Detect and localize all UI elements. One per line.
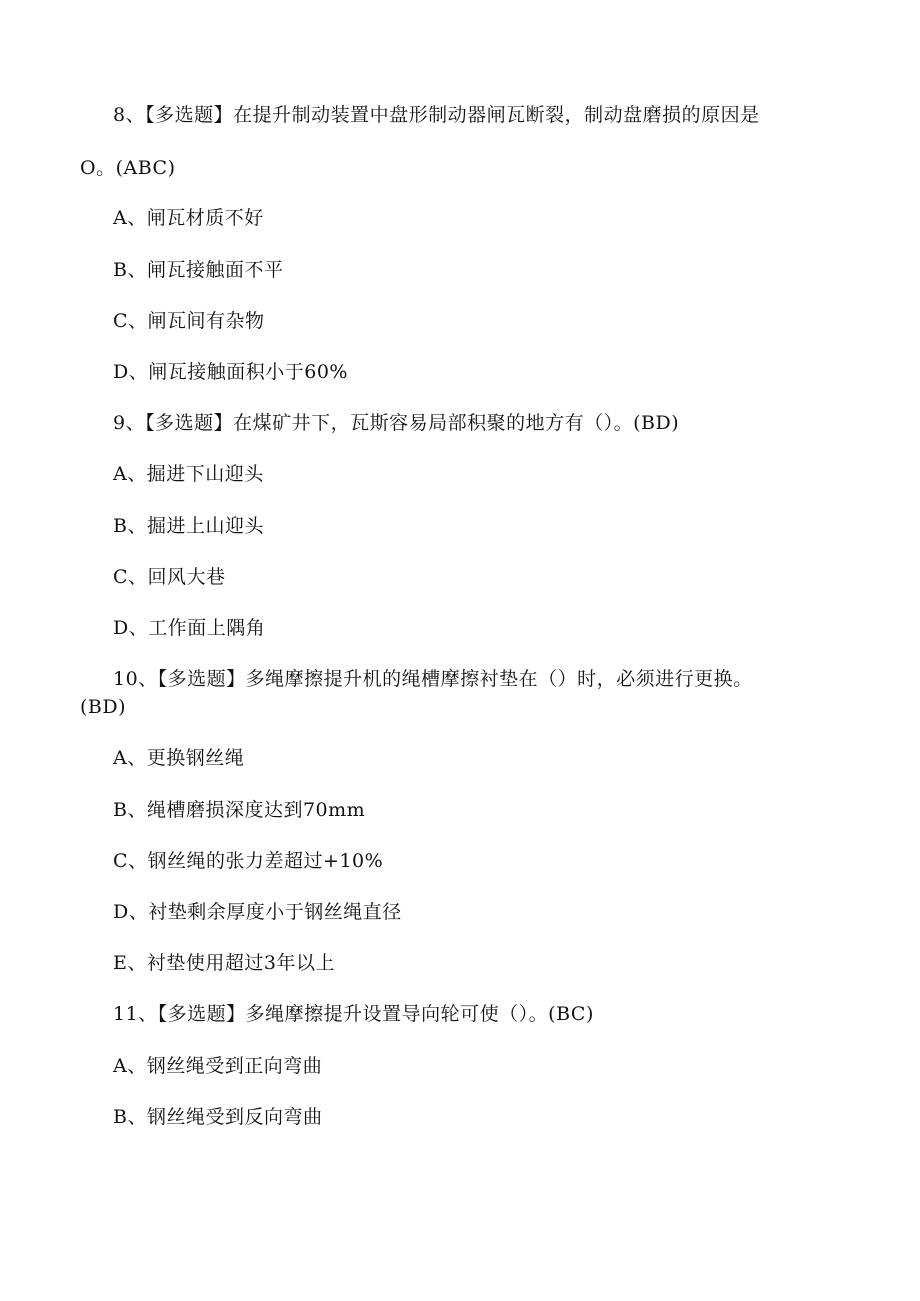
- question-9-option-b: B、掘进上山迎头: [113, 515, 264, 537]
- question-10-stem: 10、【多选题】多绳摩擦提升机的绳槽摩擦衬垫在（）时，必须进行更换。: [113, 668, 753, 690]
- question-10-option-e: E、衬垫使用超过3年以上: [113, 952, 335, 974]
- question-8-option-a: A、闸瓦材质不好: [113, 207, 264, 229]
- question-11-stem: 11、【多选题】多绳摩擦提升设置导向轮可使（）。(BC): [113, 1003, 594, 1025]
- question-10-option-b: B、绳槽磨损深度达到70mm: [113, 799, 366, 821]
- question-9-option-d: D、工作面上隅角: [113, 617, 266, 639]
- question-8-option-b: B、闸瓦接触面不平: [113, 259, 284, 281]
- question-11-option-a: A、钢丝绳受到正向弯曲: [113, 1055, 323, 1077]
- question-8-stem-continued: O。(ABC): [80, 157, 176, 179]
- question-8-stem: 8、【多选题】在提升制动装置中盘形制动器闸瓦断裂，制动盘磨损的原因是: [113, 104, 760, 126]
- question-9-option-c: C、回风大巷: [113, 566, 226, 588]
- question-10-option-c: C、钢丝绳的张力差超过+10%: [113, 850, 384, 872]
- question-10-stem-continued: (BD): [80, 696, 127, 718]
- question-8-option-d: D、闸瓦接触面积小于60%: [113, 361, 348, 383]
- question-11-option-b: B、钢丝绳受到反向弯曲: [113, 1106, 323, 1128]
- question-10-option-d: D、衬垫剩余厚度小于钢丝绳直径: [113, 901, 402, 923]
- question-8-option-c: C、闸瓦间有杂物: [113, 310, 265, 332]
- question-9-stem: 9、【多选题】在煤矿井下，瓦斯容易局部积聚的地方有（）。(BD): [113, 412, 680, 434]
- question-10-option-a: A、更换钢丝绳: [113, 747, 245, 769]
- question-9-option-a: A、掘进下山迎头: [113, 463, 264, 485]
